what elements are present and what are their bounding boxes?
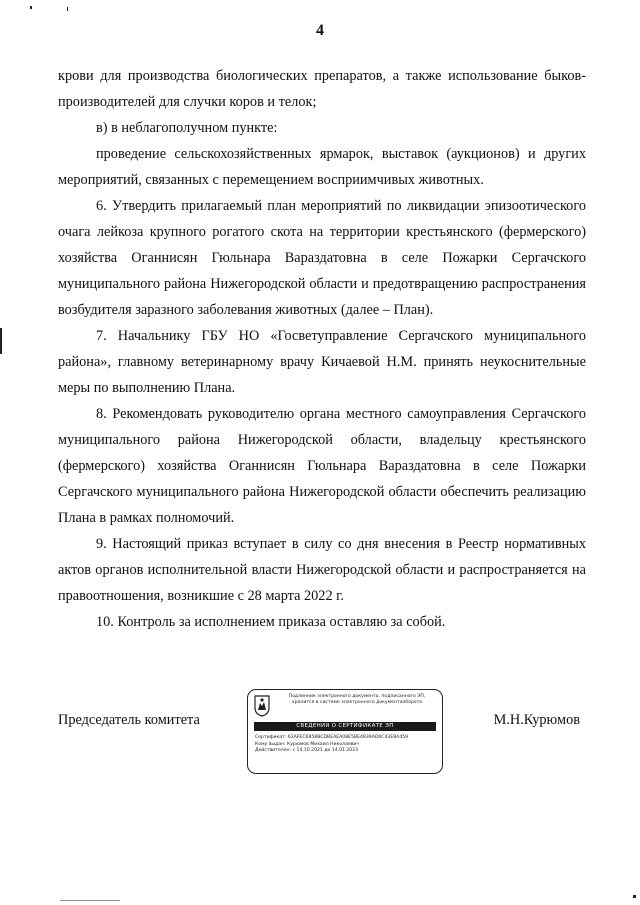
paragraph-continuation: крови для производства биологических препаратов, а также использование быков-производителей для случки коров и телок; — [58, 68, 586, 110]
stamp-note-line-1: Подлинник электронного документа, подписанного ЭП, — [288, 694, 426, 699]
paragraph-8: 8. Рекомендовать руководителю органа местного самоуправления Сергачского муниципального района Нижегородской области, владельцу крестьянского (фермерского) хозяйства Оганнисян Гюльнара Вараздатовна в селе Пожарки Сергачского муниципального района Нижегородской области обеспечить реализацию Плана в рамках полномочий. — [58, 406, 586, 526]
stamp-details — [255, 735, 439, 755]
coat-of-arms-icon — [254, 695, 270, 717]
signatory-position: Председатель комитета — [58, 712, 200, 728]
certificate-number: Сертификат: 62AFEC6858BCDBEAEA08E5BE4839AD0C43E8A459 — [255, 735, 409, 740]
paragraph-fairs: проведение сельскохозяйственных ярмарок, выставок (аукционов) и других мероприятий, связанных с перемещением восприимчивых животных. — [58, 146, 586, 188]
signatory-name: М.Н.Курюмов — [493, 712, 580, 728]
scan-artifact — [30, 6, 32, 9]
electronic-signature-stamp — [247, 689, 443, 774]
paragraph-9: 9. Настоящий приказ вступает в силу со дня внесения в Реестр нормативных актов органов исполнительной власти Нижегородской области и распространяется на правоотношения, возникшие с 28 марта 2022 г. — [58, 536, 586, 604]
paragraph-item-v: в) в неблагополучном пункте: — [96, 120, 278, 136]
paragraph-7: 7. Начальнику ГБУ НО «Госветуправление Сергачского муниципального района», главному ветеринарному врачу Кичаевой Н.М. принять неукоснительные меры по выполнению Плана. — [58, 328, 586, 396]
scan-artifact — [67, 7, 68, 11]
certificate-validity: Действителен: с 14.10.2021 до 14.01.2023 — [255, 748, 359, 754]
document-body — [58, 63, 586, 635]
scan-artifact — [60, 900, 120, 901]
stamp-note-line-2: хранится в системе электронного документооборота — [291, 700, 423, 705]
scan-artifact — [0, 328, 2, 354]
paragraph-10: 10. Контроль за исполнением приказа оставляю за собой. — [96, 614, 446, 630]
stamp-header: СВЕДЕНИЯ О СЕРТИФИКАТЕ ЭП — [254, 722, 436, 731]
page-number: 4 — [316, 22, 324, 39]
stamp-note — [275, 694, 439, 706]
paragraph-6: 6. Утвердить прилагаемый план мероприятий по ликвидации эпизоотического очага лейкоза крупного рогатого скота на территории крестьянского (фермерского) хозяйства Оганнисян Гюльнара Вараздатовна в селе Пожарки Сергачского муниципального района Нижегородской области и предотвращению распространения возбудителя заразного заболевания животных (далее – План). — [58, 198, 586, 318]
scan-artifact — [633, 895, 636, 898]
certificate-owner: Кому выдан: Курюмов Михаил Николаевич — [255, 741, 360, 747]
